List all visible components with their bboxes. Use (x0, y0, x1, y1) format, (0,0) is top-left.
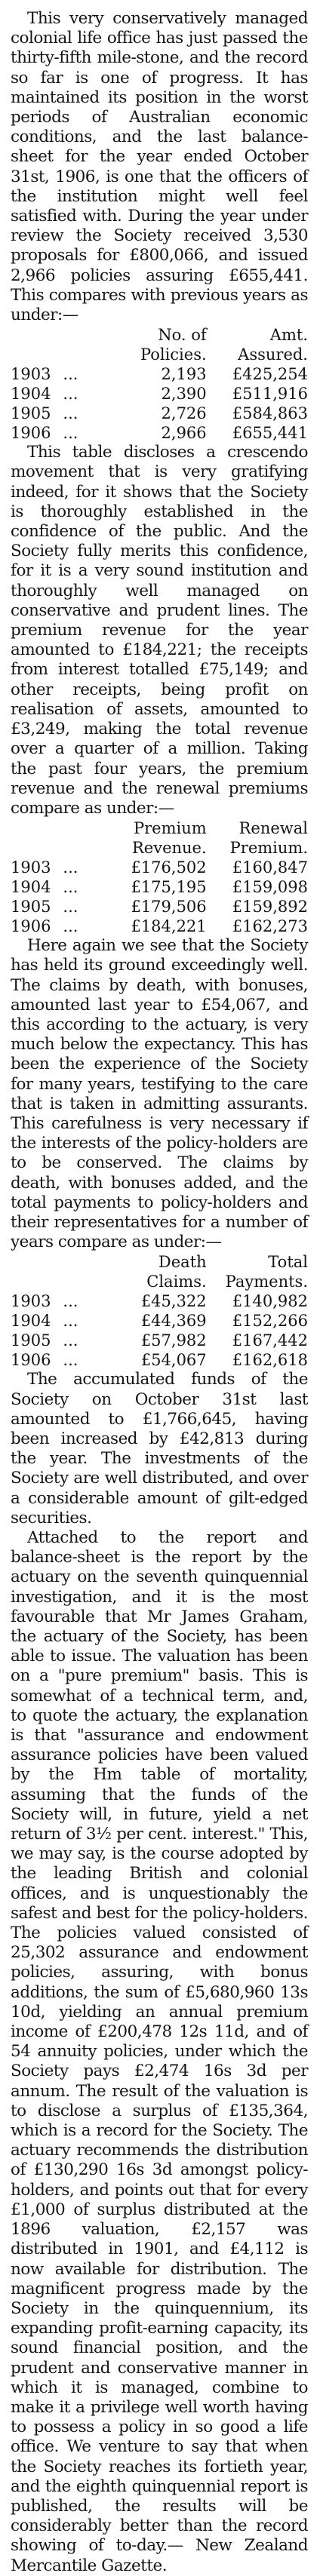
premium-revenue-cell: £175,195 (131, 878, 207, 897)
year-cell: 1905 (11, 898, 51, 916)
year-cell: 1906 (11, 424, 51, 443)
leader-dots: ... (63, 1312, 78, 1331)
year-cell: 1905 (11, 404, 51, 423)
table-row (11, 384, 308, 404)
policies-table (11, 325, 308, 443)
table-row (11, 877, 308, 897)
claims-table (11, 1252, 308, 1370)
paragraph-claims: Here again we see that the Society has held its ground exceedingly well. The claims by death, with bonuses, amounted last year to £54,067, and this according to the actuary, is very much below the expectancy. This has been the experience of the Society for many years, testifying to the care that is taken in admitting assurants. This carefulness is very necessary if the interests of the policy-holders are to be conserved. The claims by death, with bonuses added, and the total payments to policy-holders and their representatives for a number of years compare as under:— (11, 936, 308, 1252)
policies-header-amount: Amt. Assured. (238, 326, 308, 364)
claims-header-total: Total Payments. (225, 1253, 308, 1291)
leader-dots: ... (63, 404, 78, 423)
leader-dots: ... (63, 365, 78, 384)
year-cell: 1906 (11, 1351, 51, 1370)
policies-table-header (11, 325, 308, 364)
table-row (11, 897, 308, 916)
premiums-table-header (11, 818, 308, 858)
leader-dots: ... (63, 385, 78, 404)
leader-dots: ... (63, 1292, 78, 1311)
renewal-premium-cell: £159,892 (232, 898, 308, 916)
table-row (11, 1331, 308, 1350)
death-claims-cell: £54,067 (140, 1351, 207, 1370)
total-payments-cell: £152,266 (232, 1312, 308, 1331)
year-cell: 1904 (11, 385, 51, 404)
table-row (11, 858, 308, 877)
policy-count-cell: 2,966 (161, 424, 207, 443)
leader-dots: ... (63, 878, 78, 897)
paragraph-valuation: Attached to the report and balance-sheet is the report by the actuary on the seventh quinquennial investigation, and it is the most favourable that Mr James Graham, the actuary of the Society, has been able to issue. The valuation has been on a "pure premium" basis. This is somewhat of a technical term, and, to quote the actuary, the explanation is that "assurance and endowment assurance policies have been valued by the Hm table of mortality, assuming that the funds of the Society will, in future, yield a net return of 3½ per cent. interest." This, we may say, is the course adopted by the leading British and colonial offices, and is unquestionably the safest and best for the policy-holders. The policies valued consisted of 25,302 assurance and endowment policies, assuring, with bonus additions, the sum of £5,680,960 13s 10d, yielding an annual premium income of £200,478 12s 11d, and of 54 annuity policies, under which the Society pays £2,474 16s 3d per annum. The result of the valuation is to disclose a surplus of £135,364, which is a record for the Society. The actuary recommends the distribution of £130,290 16s 3d amongst policy-holders, and points out that for every £1,000 of surplus distributed at the 1896 valuation, £2,157 was distributed in 1901, and £4,112 is now available for distribution. The magnificent progress made by the Society in the quinquennium, its expanding profit-earning capacity, its sound financial position, and the prudent and conservative manner in which it is managed, combine to make it a privilege well worth having to possess a policy in so good a life office. We venture to say that when the Society reaches its fortieth year, and the eighth quinquennial report is published, the results will be considerably better than the record showing of to-day.— New Zealand Mercantile Gazette. (11, 1527, 308, 2575)
year-cell: 1903 (11, 365, 51, 384)
policies-header-dots (63, 325, 105, 364)
policy-count-cell: 2,193 (161, 365, 207, 384)
leader-dots: ... (63, 898, 78, 916)
amount-assured-cell: £584,863 (232, 404, 308, 423)
paragraph-funds: The accumulated funds of the Society on October 31st last amounted to £1,766,645, having been increased by £42,813 during the year. The investments of the Society are well distributed, and over a considerable amount of gilt-edged securities. (11, 1370, 308, 1527)
claims-header-year (11, 1252, 63, 1291)
renewal-premium-cell: £162,273 (232, 917, 308, 936)
premiums-header-year (11, 818, 63, 858)
claims-header-dots (63, 1252, 105, 1291)
table-row (11, 364, 308, 384)
amount-assured-cell: £655,441 (232, 424, 308, 443)
table-row (11, 916, 308, 936)
year-cell: 1906 (11, 917, 51, 936)
total-payments-cell: £162,618 (232, 1351, 308, 1370)
leader-dots: ... (63, 1351, 78, 1370)
premiums-header-revenue: Premium Revenue. (131, 819, 207, 858)
paragraph-premium: This table discloses a crescendo movement that is very gratifying indeed, for it shows that the Society is thoroughly established in the confidence of the public. And the Society fully merits this confidence, for it is a very sound institution and thoroughly well managed on conservative and prudent lines. The premium revenue for the year amounted to £184,221; the receipts from interest totalled £75,149; and other receipts, being profit on realisation of assets, amounted to £3,249, making the total revenue over a quarter of a million. Taking the past four years, the premium revenue and the renewal premiums compare as under:— (11, 443, 308, 818)
policies-header-count: No. of Policies. (140, 326, 207, 364)
claims-header-death: Death Claims. (146, 1253, 207, 1291)
amount-assured-cell: £425,254 (232, 365, 308, 384)
premiums-header-dots (63, 818, 105, 858)
death-claims-cell: £45,322 (140, 1292, 207, 1311)
policy-count-cell: 2,726 (161, 404, 207, 423)
total-payments-cell: £140,982 (232, 1292, 308, 1311)
table-row (11, 1291, 308, 1311)
leader-dots: ... (63, 1331, 78, 1350)
leader-dots: ... (63, 858, 78, 877)
paragraph-intro: This very conservatively managed colonial life office has just passed the thirty-fifth mile-stone, and the record so far is one of progress. It has maintained its position in the worst periods of Australian economic conditions, and the last balance-sheet for the year ended October 31st, 1906, is one that the officers of the institution might well feel satisfied with. During the year under review the Society received 3,530 proposals for £800,066, and issued 2,966 policies assuring £655,441. This compares with previous years as under:— (11, 9, 308, 325)
amount-assured-cell: £511,916 (232, 385, 308, 404)
leader-dots: ... (63, 917, 78, 936)
table-row (11, 1311, 308, 1331)
policy-count-cell: 2,390 (161, 385, 207, 404)
table-row (11, 423, 308, 443)
year-cell: 1903 (11, 858, 51, 877)
premium-revenue-cell: £184,221 (131, 917, 207, 936)
death-claims-cell: £57,982 (140, 1331, 207, 1350)
table-row (11, 404, 308, 423)
leader-dots: ... (63, 424, 78, 443)
year-cell: 1904 (11, 1312, 51, 1331)
death-claims-cell: £44,369 (140, 1312, 207, 1331)
total-payments-cell: £167,442 (232, 1331, 308, 1350)
renewal-premium-cell: £159,098 (232, 878, 308, 897)
year-cell: 1905 (11, 1331, 51, 1350)
table-row (11, 1350, 308, 1370)
year-cell: 1904 (11, 878, 51, 897)
premiums-table (11, 818, 308, 936)
claims-table-header (11, 1252, 308, 1291)
policies-header-year (11, 325, 63, 364)
premium-revenue-cell: £179,506 (131, 898, 207, 916)
premiums-header-renewal: Renewal Premium. (229, 819, 308, 858)
year-cell: 1903 (11, 1292, 51, 1311)
premium-revenue-cell: £176,502 (131, 858, 207, 877)
renewal-premium-cell: £160,847 (232, 858, 308, 877)
